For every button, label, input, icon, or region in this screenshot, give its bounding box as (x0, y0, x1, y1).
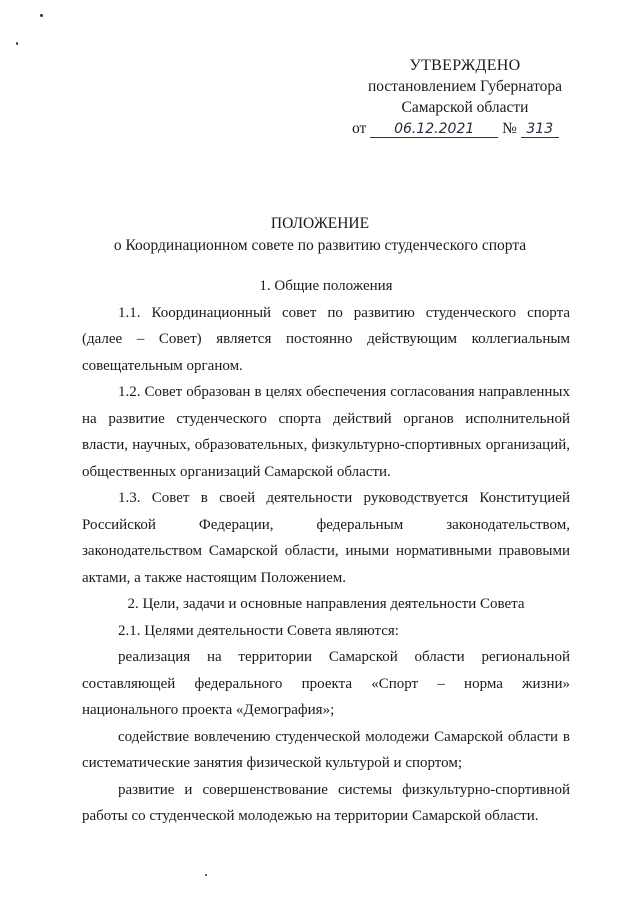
goal-item-2: содействие вовлечению студенческой молодежи Самарской области в систематические занятия физической культурой и спортом; (82, 728, 570, 771)
paragraph-1-3: 1.3. Совет в своей деятельности руководствуется Конституцией Российской Федерации, федеральным законодательством, законодательством Самарской области, иными нормативными правовыми актами, а также настоящим Положением. (82, 490, 570, 586)
approval-head: УТВЕРЖДЕНО (409, 57, 521, 74)
date-prefix: от (352, 120, 367, 137)
document-title (0, 213, 640, 257)
approval-reference (350, 118, 580, 139)
approval-line-2: Самарской области (401, 99, 529, 116)
approval-line-1: постановлением Губернатора (367, 78, 563, 95)
title-subtitle: о Координационном совете по развитию студенческого спорта (113, 237, 527, 254)
scan-speck (40, 14, 43, 17)
handwritten-date: 06.12.2021 (370, 121, 498, 138)
goal-item-3: развитие и совершенствование системы физкультурно-спортивной работы со студенческой молодежью на территории Самарской области. (82, 781, 570, 824)
goal-item-1: реализация на территории Самарской области региональной составляющей федерального проекта «Спорт – норма жизни» национального проекта «Демография»; (82, 649, 570, 718)
handwritten-number: 313 (521, 121, 559, 138)
scan-speck (16, 42, 18, 45)
title-main: ПОЛОЖЕНИЕ (270, 215, 370, 232)
section-2-heading: 2. Цели, задачи и основные направления деятельности Совета (127, 596, 525, 612)
section-1-heading: 1. Общие положения (259, 278, 393, 294)
approval-block (350, 55, 580, 139)
paragraph-2-1: 2.1. Целями деятельности Совета являются: (118, 622, 399, 639)
document-body (82, 273, 570, 830)
paragraph-1-1: 1.1. Координационный совет по развитию студенческого спорта (далее – Совет) является постоянно действующим коллегиальным совещательным органом. (82, 304, 570, 374)
scan-speck (205, 874, 207, 876)
number-prefix: № (502, 120, 517, 137)
paragraph-1-2: 1.2. Совет образован в целях обеспечения согласования направленных на развитие студенческого спорта действий органов исполнительной власти, научных, образовательных, физкультурно-спортивных организаций, общественных организаций Самарской области. (82, 384, 570, 480)
